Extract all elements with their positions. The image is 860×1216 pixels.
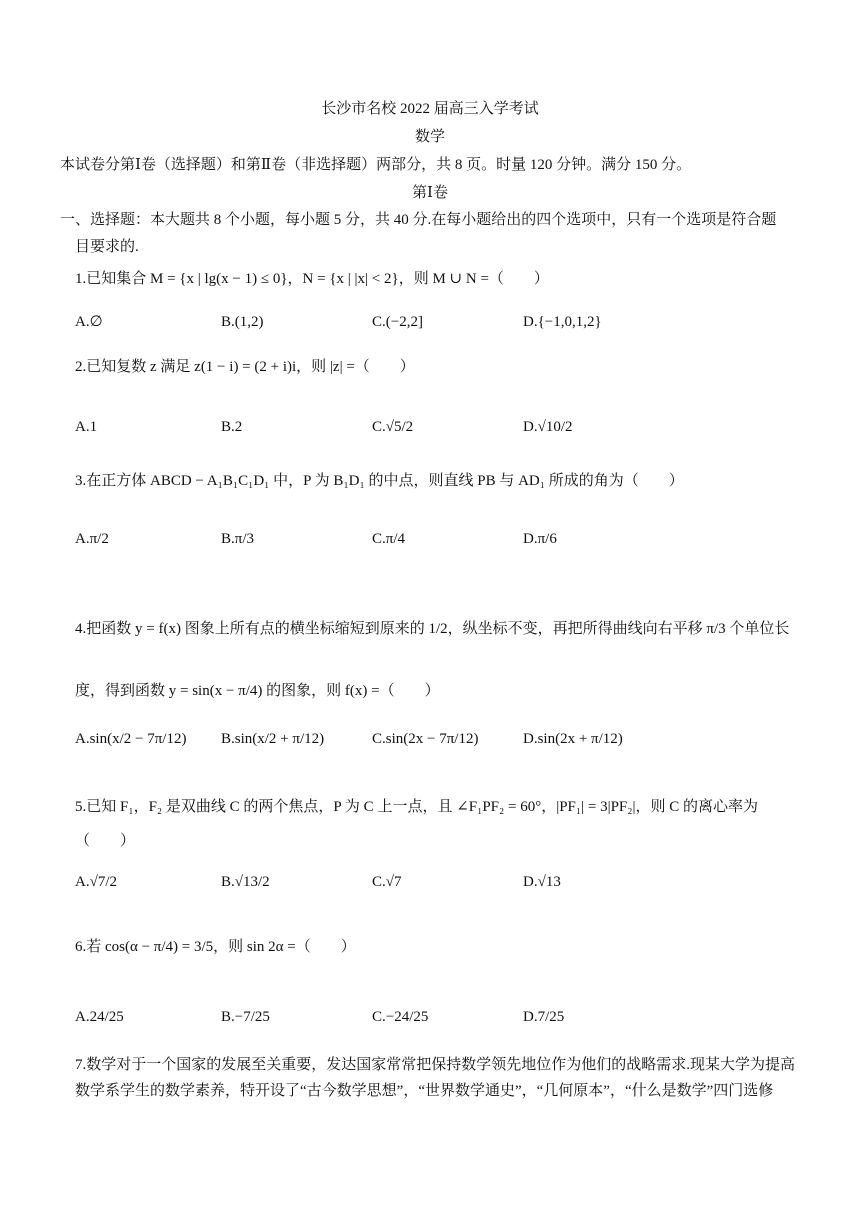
question-7-stem: 7.数学对于一个国家的发展至关重要，发达国家常常把保持数学领先地位作为他们的战略需求.现某大学为提高 (75, 1057, 796, 1073)
question-2-stem: 2.已知复数 z 满足 z(1 − i) = (2 + i)i，则 |z| =（ ） (75, 359, 415, 375)
q1-option-d: D.{−1,0,1,2} (523, 314, 602, 330)
q3-option-a: A.π/2 (75, 531, 109, 547)
q5-option-d: D.√13 (523, 874, 561, 890)
exam-title: 长沙市名校 2022 届高三入学考试 (321, 101, 539, 117)
q1-option-c: C.(−2,2] (372, 314, 423, 330)
q6-option-b: B.−7/25 (221, 1009, 270, 1025)
part-title: 第Ⅰ卷 (412, 185, 448, 201)
q5-option-c: C.√7 (372, 874, 402, 890)
question-7-stem-cont: 数学系学生的数学素养，特开设了“古今数学思想”，“世界数学通史”，“几何原本”，“什么是数学”四门选修 (75, 1083, 774, 1099)
question-5-stem: 5.已知 F₁，F₂ 是双曲线 C 的两个焦点，P 为 C 上一点，且 ∠F₁PF₂ = 60°，|PF₁| = 3|PF₂|，则 C 的离心率为（ ） (75, 799, 759, 849)
q6-option-c: C.−24/25 (372, 1009, 429, 1025)
q4-option-b: B.sin(x/2 + π/12) (221, 731, 325, 747)
q4-option-d: D.sin(2x + π/12) (523, 731, 623, 747)
q5-option-a: A.√7/2 (75, 874, 117, 890)
q5-option-b: B.√13/2 (221, 874, 270, 890)
q3-option-c: C.π/4 (372, 531, 405, 547)
exam-subject: 数学 (414, 129, 445, 145)
exam-intro: 本试卷分第Ⅰ卷（选择题）和第Ⅱ卷（非选择题）两部分，共 8 页。时量 120 分钟。满分 150 分。 (60, 157, 692, 173)
question-3-stem: 3.在正方体 ABCD − A₁B₁C₁D₁ 中，P 为 B₁D₁ 的中点，则直线 PB 与 AD₁ 所成的角为（ ） (75, 473, 684, 489)
question-1-stem: 1.已知集合 M = {x | lg(x − 1) ≤ 0}，N = {x | |x| < 2}，则 M ∪ N =（ ） (75, 271, 549, 287)
question-4-stem: 4.把函数 y = f(x) 图象上所有点的横坐标缩短到原来的 1/2，纵坐标不变，再把所得曲线向右平移 π/3 个单位长度，得到函数 y = sin(x − π/4) 的图象，则 f(x) =（ ） (75, 621, 790, 699)
q4-option-a: A.sin(x/2 − 7π/12) (75, 731, 187, 747)
q3-option-b: B.π/3 (221, 531, 254, 547)
q3-option-d: D.π/6 (523, 531, 557, 547)
q6-option-a: A.24/25 (75, 1009, 124, 1025)
q2-option-b: B.2 (221, 419, 243, 435)
section-heading: 一、选择题：本大题共 8 个小题，每小题 5 分，共 40 分.在每小题给出的四个选项中，只有一个选项是符合题 (60, 212, 777, 228)
section-heading-cont: 目要求的. (75, 239, 139, 255)
q1-option-a: A.∅ (75, 314, 103, 330)
q1-option-b: B.(1,2) (221, 314, 264, 330)
q2-option-d: D.√10/2 (523, 419, 573, 435)
q4-option-c: C.sin(2x − 7π/12) (372, 731, 479, 747)
q2-option-a: A.1 (75, 419, 98, 435)
q2-option-c: C.√5/2 (372, 419, 414, 435)
q6-option-d: D.7/25 (523, 1009, 565, 1025)
question-6-stem: 6.若 cos(α − π/4) = 3/5，则 sin 2α =（ ） (75, 939, 356, 955)
